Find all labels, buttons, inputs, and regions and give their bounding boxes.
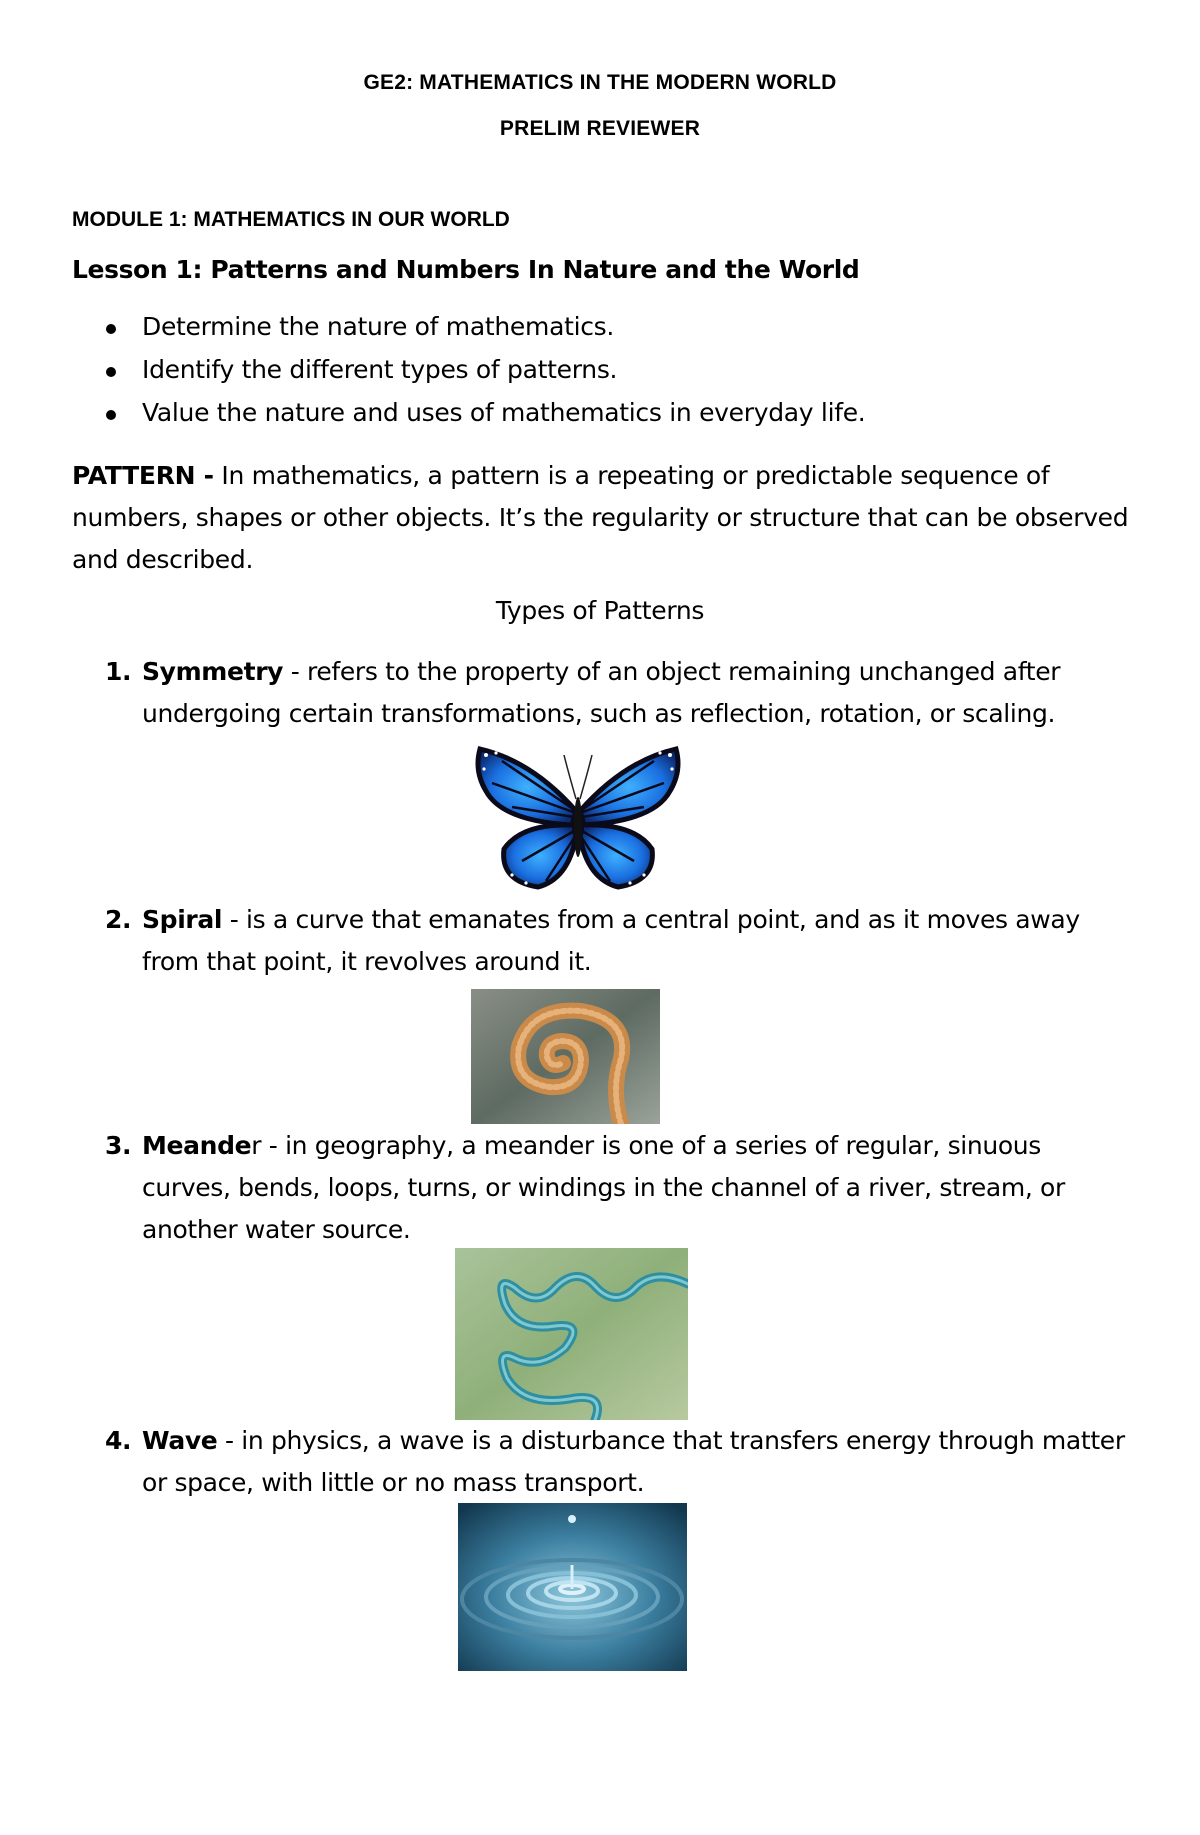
- pattern-type-wave: [72, 1420, 1132, 1504]
- list-item: Value the nature and uses of mathematics in everyday life.: [72, 394, 1132, 437]
- item-number: 1.: [105, 657, 132, 686]
- bullet-icon: [106, 324, 116, 334]
- item-text: - refers to the property of an object remaining unchanged after undergoing certain transformations, such as reflection, rotation, or scaling.: [142, 657, 1061, 728]
- item-text: - is a curve that emanates from a central point, and as it moves away from that point, it revolves around it.: [142, 905, 1080, 976]
- lesson-title: Lesson 1: Patterns and Numbers In Nature and the World: [72, 255, 860, 284]
- item-term: Symmetry: [142, 657, 284, 686]
- pattern-type-meander: [72, 1125, 1132, 1251]
- item-text: - in physics, a wave is a disturbance that transfers energy through matter or space, with little or no mass transport.: [142, 1426, 1125, 1497]
- types-heading: Types of Patterns: [495, 596, 705, 625]
- fern-spiral-image: [471, 989, 660, 1124]
- pattern-term: PATTERN -: [72, 461, 214, 490]
- item-term: Meande: [142, 1131, 252, 1160]
- pattern-text: In mathematics, a pattern is a repeating or predictable sequence of numbers, shapes or other objects. It’s the regularity or structure that can be observed and described.: [72, 461, 1129, 574]
- item-term-tail: r: [251, 1131, 262, 1160]
- list-item: Determine the nature of mathematics.: [72, 308, 1132, 351]
- item-text: - in geography, a meander is one of a series of regular, sinuous curves, bends, loops, turns, or windings in the channel of a river, stream, or another water source.: [142, 1131, 1065, 1244]
- module-title: MODULE 1: MATHEMATICS IN OUR WORLD: [72, 208, 510, 231]
- pattern-type-spiral: [72, 899, 1132, 983]
- item-term: Wave: [142, 1426, 218, 1455]
- item-number: 3.: [105, 1131, 132, 1160]
- water-ripple-image: [458, 1503, 687, 1671]
- document-subtitle: PRELIM REVIEWER: [499, 117, 701, 140]
- item-number: 4.: [105, 1426, 132, 1455]
- item-term: Spiral: [142, 905, 223, 934]
- meander-river-image: [455, 1248, 688, 1420]
- objectives-list: [72, 308, 1132, 437]
- pattern-definition: [72, 455, 1132, 581]
- butterfly-image: [472, 741, 684, 893]
- bullet-icon: [106, 410, 116, 420]
- bullet-icon: [106, 367, 116, 377]
- course-title: GE2: MATHEMATICS IN THE MODERN WORLD: [363, 71, 837, 94]
- pattern-type-symmetry: [72, 651, 1132, 735]
- list-item: Identify the different types of patterns.: [72, 351, 1132, 394]
- item-number: 2.: [105, 905, 132, 934]
